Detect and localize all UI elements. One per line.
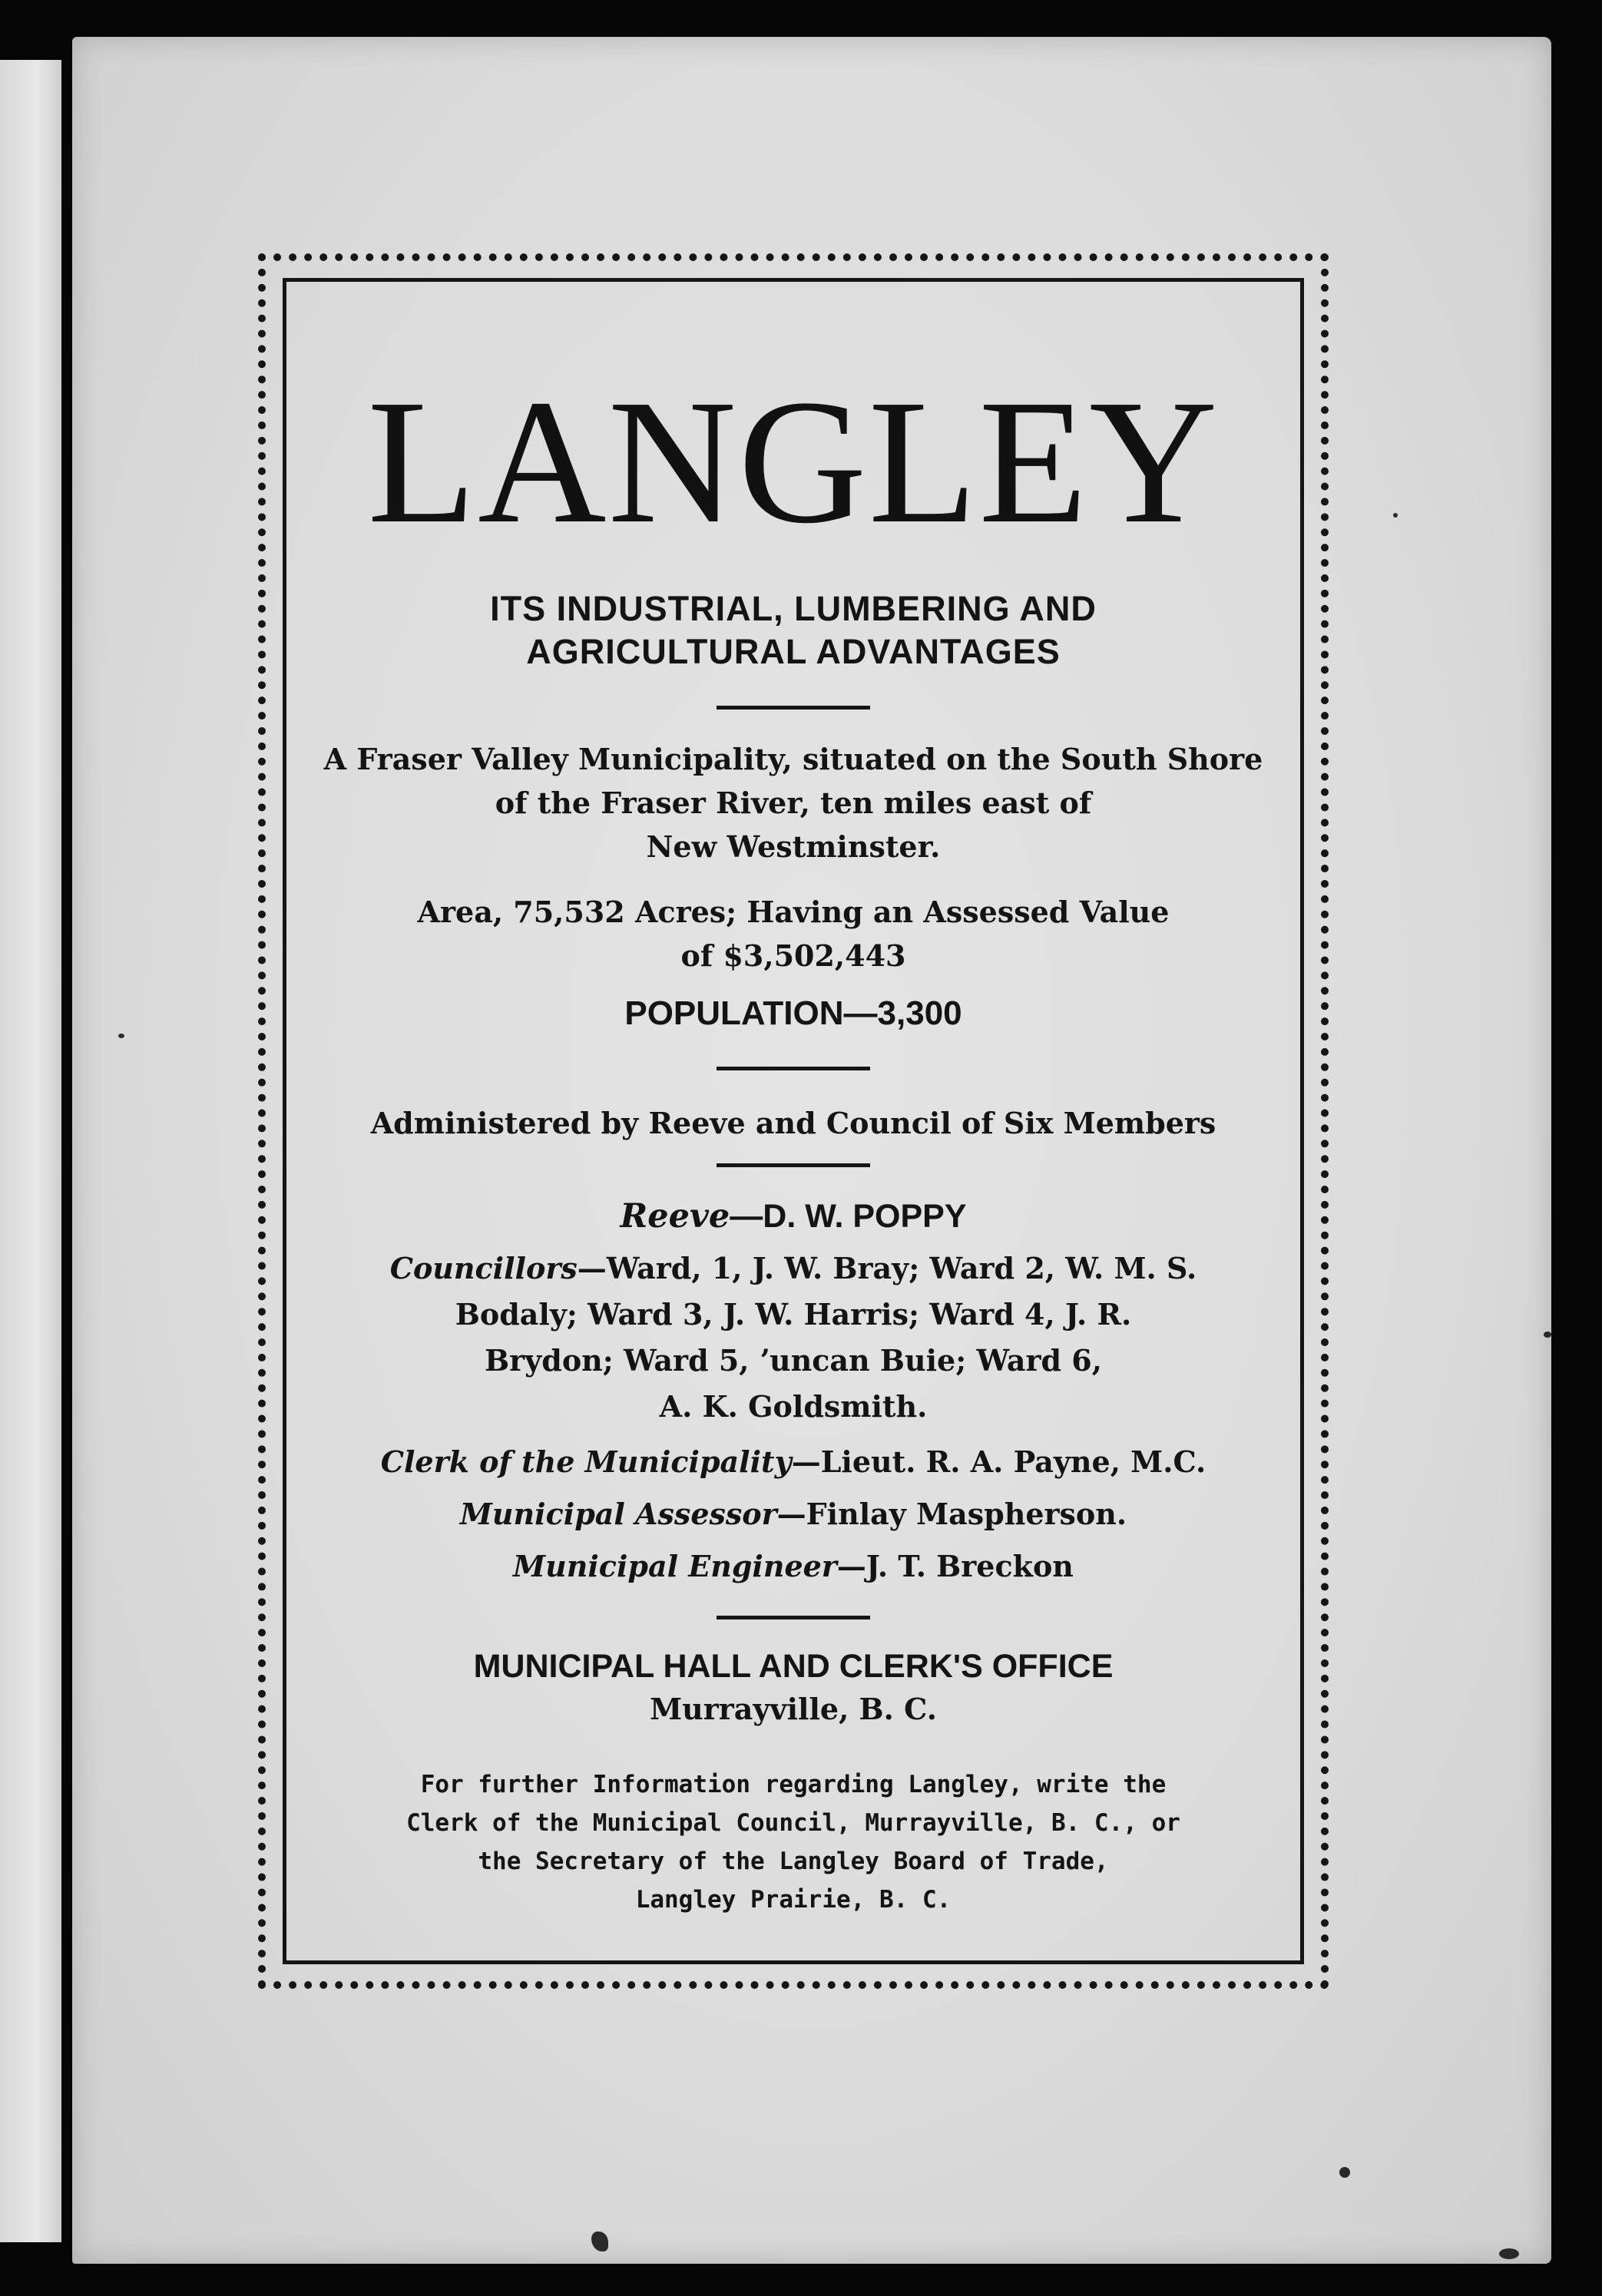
section-divider <box>717 706 870 710</box>
councillors-role: Councillors <box>389 1251 578 1285</box>
councillors-line: A. K. Goldsmith. <box>659 1389 928 1424</box>
engineer-role: Municipal Engineer <box>513 1549 837 1583</box>
document-page <box>72 37 1551 2264</box>
assessor-name: —Finlay Maspherson. <box>776 1497 1127 1531</box>
outer-dotted-border <box>258 253 1329 1989</box>
area-paragraph <box>323 890 1263 978</box>
area-line: of $3,502,443 <box>680 938 906 973</box>
scan-speck <box>1339 2167 1350 2178</box>
further-information-paragraph <box>323 1765 1263 1919</box>
section-divider <box>717 1067 870 1070</box>
area-line: Area, 75,532 Acres; Having an Assessed Value <box>417 895 1170 929</box>
councillors-line: Bodaly; Ward 3, J. W. Harris; Ward 4, J. R. <box>455 1297 1132 1332</box>
description-line: A Fraser Valley Municipality, situated on the South Shore <box>323 742 1263 776</box>
info-line: Clerk of the Municipal Council, Murrayville, B. C., or <box>406 1809 1180 1837</box>
section-divider <box>717 1163 870 1167</box>
councillors-line: Brydon; Ward 5, ʼuncan Buie; Ward 6, <box>485 1343 1102 1378</box>
clerk-name: —Lieut. R. A. Payne, M.C. <box>791 1444 1206 1479</box>
description-line: New Westminster. <box>646 829 941 864</box>
adjacent-page-edge <box>0 60 61 2242</box>
engineer-line <box>323 1543 1263 1590</box>
subtitle-line: AGRICULTURAL ADVANTAGES <box>526 632 1061 671</box>
municipal-hall-location: Murrayville, B. C. <box>650 1692 937 1726</box>
scan-speck <box>1544 1332 1551 1338</box>
scan-speck <box>118 1034 124 1038</box>
info-line: Langley Prairie, B. C. <box>635 1886 952 1914</box>
section-divider <box>717 1616 870 1619</box>
inner-border <box>283 278 1304 1964</box>
assessor-line <box>323 1491 1263 1537</box>
reeve-role: Reeve <box>620 1197 730 1236</box>
scan-speck <box>1393 513 1398 518</box>
administration-line: Administered by Reeve and Council of Six Members <box>370 1106 1216 1140</box>
subtitle-line: ITS INDUSTRIAL, LUMBERING AND <box>490 589 1097 628</box>
councillors-line: —Ward, 1, J. W. Bray; Ward 2, W. M. S. <box>577 1251 1197 1285</box>
clerk-line <box>323 1439 1263 1485</box>
scan-speck <box>591 2231 608 2251</box>
assessor-role: Municipal Assessor <box>459 1497 777 1531</box>
engineer-name: —J. T. Breckon <box>836 1549 1074 1583</box>
scan-speck <box>1499 2248 1519 2259</box>
clerk-role: Clerk of the Municipality <box>380 1444 792 1479</box>
reeve-line <box>323 1193 1263 1239</box>
population-heading: POPULATION—3,300 <box>624 994 962 1032</box>
description-line: of the Fraser River, ten miles east of <box>495 786 1092 820</box>
municipal-hall-heading: MUNICIPAL HALL AND CLERK'S OFFICE <box>473 1648 1114 1685</box>
info-line: For further Information regarding Langley, write the <box>420 1771 1167 1798</box>
page-content <box>323 319 1263 1924</box>
document-subtitle <box>323 587 1263 673</box>
info-line: the Secretary of the Langley Board of Trade, <box>478 1848 1109 1875</box>
document-title: LANGLEY <box>367 363 1220 561</box>
description-paragraph <box>323 737 1263 868</box>
reeve-name: —D. W. POPPY <box>730 1198 967 1235</box>
councillors-paragraph <box>323 1246 1263 1430</box>
